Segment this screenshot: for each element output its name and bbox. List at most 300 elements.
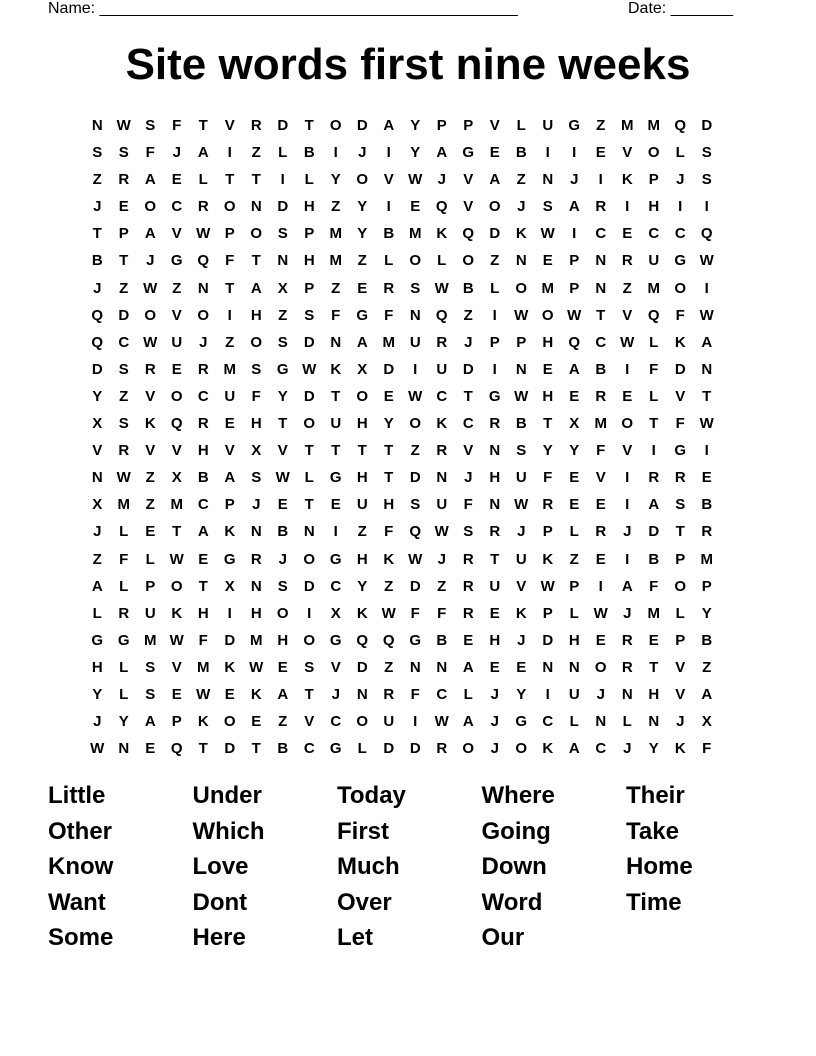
grid-cell: P	[516, 333, 527, 351]
grid-cell: Y	[357, 577, 368, 595]
grid-cell: I	[625, 496, 630, 514]
grid-cell: E	[224, 415, 235, 433]
grid-cell: B	[515, 144, 527, 162]
grid-cell: R	[436, 740, 448, 758]
grid-cell: D	[462, 360, 474, 378]
grid-cell: I	[678, 198, 683, 216]
grid-cell: P	[569, 279, 580, 297]
grid-cell: O	[223, 713, 236, 731]
grid-cell: H	[277, 631, 289, 649]
grid-cell: S	[542, 198, 553, 216]
grid-cell: I	[572, 225, 577, 243]
grid-cell: Y	[410, 117, 421, 134]
grid-cell: H	[197, 604, 209, 622]
grid-cell: S	[145, 117, 156, 134]
grid-cell: O	[488, 198, 501, 216]
grid-cell: V	[516, 577, 527, 595]
grid-cell: D	[356, 117, 368, 134]
grid-cell: S	[463, 523, 474, 541]
grid-cell: N	[277, 252, 289, 270]
grid-cell: D	[648, 523, 660, 541]
grid-cell: E	[171, 171, 182, 189]
grid-cell: C	[648, 225, 660, 243]
grid-cell: D	[224, 631, 236, 649]
grid-cell: B	[462, 279, 474, 297]
grid-cell: I	[545, 144, 550, 162]
grid-cell: Z	[702, 658, 712, 676]
grid-cell: D	[303, 333, 315, 351]
grid-cell: Z	[622, 279, 632, 297]
grid-cell: Z	[119, 279, 129, 297]
grid-cell: G	[515, 713, 528, 731]
grid-cell: S	[118, 144, 129, 162]
grid-cell: Z	[278, 713, 288, 731]
grid-cell: D	[303, 577, 315, 595]
grid-cell: V	[622, 144, 633, 162]
header	[48, 0, 748, 20]
grid-cell: I	[545, 685, 550, 703]
grid-cell: R	[542, 496, 554, 514]
grid-cell: X	[330, 604, 341, 622]
grid-cell: S	[145, 658, 156, 676]
grid-cell: Q	[700, 225, 713, 243]
grid-cell: T	[198, 577, 208, 595]
grid-cell: Z	[278, 306, 288, 324]
grid-cell: D	[91, 360, 103, 378]
word-bank-item: Know	[48, 853, 114, 880]
grid-cell: Q	[435, 306, 448, 324]
grid-cell: X	[224, 577, 235, 595]
grid-cell: V	[675, 387, 686, 405]
grid-cell: O	[356, 171, 369, 189]
grid-cell: C	[303, 740, 315, 758]
grid-cell: D	[674, 360, 686, 378]
grid-cell: R	[595, 198, 607, 216]
grid-cell: J	[464, 469, 473, 487]
grid-cell: I	[625, 550, 630, 568]
grid-cell: A	[568, 198, 580, 216]
grid-cell: P	[224, 496, 235, 514]
grid-cell: W	[434, 713, 449, 731]
grid-cell: T	[304, 496, 314, 514]
grid-cell: P	[304, 279, 315, 297]
grid-cell: E	[410, 198, 421, 216]
word-bank-item: Other	[48, 817, 113, 845]
grid-cell: W	[90, 740, 105, 758]
grid-cell: V	[171, 306, 182, 324]
grid-cell: W	[540, 577, 555, 595]
grid-cell: C	[330, 713, 342, 731]
grid-cell: D	[224, 740, 236, 758]
grid-cell: Q	[647, 306, 660, 324]
grid-cell: Z	[357, 252, 367, 270]
grid-cell: D	[118, 306, 130, 324]
grid-cell: P	[701, 577, 712, 595]
grid-cell: G	[276, 360, 289, 378]
grid-cell: Y	[516, 685, 527, 703]
grid-cell: T	[251, 252, 261, 270]
grid-cell: R	[462, 550, 474, 568]
grid-cell: H	[568, 631, 580, 649]
grid-cell: L	[569, 523, 579, 541]
grid-cell: T	[675, 523, 685, 541]
grid-cell: W	[408, 171, 423, 189]
grid-cell: V	[224, 442, 235, 460]
date-field-label[interactable]: Date: _______	[628, 0, 733, 17]
grid-cell: L	[675, 144, 685, 162]
grid-cell: E	[622, 387, 633, 405]
grid-cell: W	[540, 225, 555, 243]
grid-cell: O	[276, 604, 289, 622]
grid-cell: I	[333, 144, 338, 162]
grid-cell: V	[595, 469, 606, 487]
grid-cell: P	[569, 252, 580, 270]
grid-cell: A	[277, 685, 289, 703]
grid-cell: E	[595, 550, 606, 568]
grid-cell: I	[572, 144, 577, 162]
word-bank-item: Love	[192, 853, 249, 880]
grid-cell: X	[92, 415, 103, 433]
grid-cell: E	[277, 496, 288, 514]
grid-cell: L	[119, 658, 129, 676]
grid-cell: M	[144, 631, 157, 649]
grid-cell: D	[489, 225, 501, 243]
grid-cell: N	[250, 523, 262, 541]
grid-cell: V	[383, 171, 394, 189]
grid-cell: T	[331, 442, 341, 460]
grid-cell: J	[437, 550, 446, 568]
grid-cell: O	[541, 306, 554, 324]
grid-cell: E	[198, 550, 209, 568]
grid-cell: A	[197, 144, 209, 162]
grid-cell: H	[356, 550, 368, 568]
grid-cell: R	[250, 550, 262, 568]
grid-cell: T	[384, 469, 394, 487]
grid-cell: B	[197, 469, 209, 487]
grid-cell: A	[462, 713, 474, 731]
grid-cell: F	[172, 117, 182, 134]
grid-cell: W	[302, 360, 317, 378]
grid-cell: W	[434, 279, 449, 297]
grid-cell: Y	[542, 442, 553, 460]
grid-cell: K	[515, 604, 527, 622]
grid-cell: W	[514, 306, 529, 324]
word-bank-item: Take	[626, 817, 679, 845]
grid-cell: V	[304, 713, 315, 731]
grid-cell: C	[171, 198, 183, 216]
grid-cell: A	[144, 225, 156, 243]
grid-cell: N	[595, 252, 607, 270]
grid-cell: E	[569, 387, 580, 405]
grid-cell: A	[91, 577, 103, 595]
grid-cell: H	[303, 198, 315, 216]
grid-cell: B	[91, 252, 103, 270]
grid-cell: W	[620, 333, 635, 351]
grid-cell: I	[625, 198, 630, 216]
grid-cell: X	[171, 469, 182, 487]
grid-cell: M	[647, 604, 660, 622]
grid-cell: H	[91, 658, 103, 676]
grid-cell: L	[198, 171, 208, 189]
grid-cell: K	[542, 550, 554, 568]
grid-cell: G	[356, 306, 369, 324]
grid-cell: V	[675, 685, 686, 703]
grid-cell: Y	[118, 713, 129, 731]
grid-cell: K	[330, 360, 342, 378]
grid-cell: Z	[145, 469, 155, 487]
grid-cell: V	[92, 442, 103, 460]
grid-cell: L	[119, 523, 129, 541]
grid-cell: W	[196, 685, 211, 703]
grid-cell: R	[118, 442, 130, 460]
grid-cell: L	[304, 469, 314, 487]
grid-cell: E	[595, 631, 606, 649]
grid-cell: V	[145, 387, 156, 405]
grid-cell: K	[197, 713, 209, 731]
grid-cell: G	[170, 252, 183, 270]
grid-cell: T	[304, 117, 314, 134]
grid-cell: T	[596, 306, 606, 324]
grid-cell: R	[648, 469, 660, 487]
grid-cell: Z	[92, 550, 102, 568]
grid-cell: R	[383, 279, 395, 297]
grid-cell: I	[227, 306, 232, 324]
grid-cell: A	[489, 171, 501, 189]
grid-cell: J	[490, 713, 499, 731]
grid-cell: S	[410, 496, 421, 514]
grid-cell: A	[436, 144, 448, 162]
grid-cell: L	[490, 279, 500, 297]
grid-cell: O	[170, 577, 183, 595]
grid-cell: J	[93, 198, 102, 216]
grid-cell: O	[409, 252, 422, 270]
grid-cell: L	[357, 740, 367, 758]
grid-cell: P	[118, 225, 129, 243]
word-search-grid	[84, 112, 720, 762]
grid-cell: Y	[330, 171, 341, 189]
grid-cell: Z	[92, 171, 102, 189]
grid-cell: M	[117, 496, 130, 514]
grid-cell: T	[649, 658, 659, 676]
grid-cell: G	[329, 469, 342, 487]
grid-cell: E	[224, 685, 235, 703]
grid-cell: Y	[92, 387, 103, 405]
grid-cell: J	[172, 144, 181, 162]
grid-cell: W	[196, 225, 211, 243]
word-bank-item: Under	[192, 782, 262, 809]
grid-cell: A	[383, 117, 395, 134]
grid-cell: S	[251, 469, 262, 487]
grid-cell: O	[170, 387, 183, 405]
grid-cell: N	[568, 658, 580, 676]
grid-cell: K	[515, 225, 527, 243]
word-bank-item: Over	[337, 888, 392, 916]
grid-cell: J	[676, 171, 685, 189]
grid-cell: L	[516, 117, 526, 134]
grid-cell: G	[117, 631, 130, 649]
grid-cell: P	[542, 604, 553, 622]
grid-cell: M	[329, 225, 342, 243]
grid-cell: T	[198, 740, 208, 758]
grid-cell: H	[648, 685, 660, 703]
grid-cell: W	[381, 604, 396, 622]
grid-cell: I	[333, 523, 338, 541]
grid-cell: H	[542, 387, 554, 405]
word-bank	[48, 778, 771, 956]
grid-cell: N	[303, 523, 315, 541]
grid-cell: W	[408, 550, 423, 568]
grid-cell: V	[622, 442, 633, 460]
grid-cell: T	[198, 117, 208, 134]
grid-cell: J	[331, 685, 340, 703]
grid-cell: E	[516, 658, 527, 676]
grid-cell: S	[277, 577, 288, 595]
grid-cell: I	[625, 469, 630, 487]
grid-cell: T	[119, 252, 129, 270]
grid-cell: E	[542, 252, 553, 270]
grid-cell: J	[93, 713, 102, 731]
grid-cell: R	[436, 442, 448, 460]
grid-cell: Q	[435, 198, 448, 216]
grid-cell: R	[436, 333, 448, 351]
grid-cell: P	[542, 523, 553, 541]
grid-cell: M	[541, 279, 554, 297]
word-bank-item: Today	[337, 782, 406, 809]
grid-cell: N	[621, 685, 633, 703]
grid-cell: J	[358, 144, 367, 162]
grid-cell: V	[277, 442, 288, 460]
grid-cell: M	[223, 360, 236, 378]
grid-cell: R	[489, 523, 501, 541]
grid-cell: Z	[463, 306, 473, 324]
grid-cell: R	[462, 604, 474, 622]
grid-cell: U	[383, 713, 395, 731]
grid-cell: A	[250, 279, 262, 297]
grid-cell: X	[357, 360, 368, 378]
grid-cell: K	[621, 171, 633, 189]
grid-cell: E	[118, 198, 129, 216]
grid-cell: F	[596, 442, 606, 460]
grid-cell: Q	[170, 740, 183, 758]
name-field-label[interactable]: Name: _______________________________________________	[48, 0, 518, 17]
grid-cell: P	[675, 631, 686, 649]
grid-cell: P	[436, 117, 447, 134]
grid-cell: G	[568, 117, 581, 134]
grid-cell: C	[330, 577, 342, 595]
grid-cell: F	[119, 550, 129, 568]
grid-cell: Z	[490, 252, 500, 270]
grid-cell: D	[277, 117, 289, 134]
grid-cell: U	[515, 469, 527, 487]
grid-cell: V	[463, 198, 474, 216]
grid-cell: F	[437, 604, 447, 622]
grid-cell: X	[701, 713, 712, 731]
grid-cell: S	[251, 360, 262, 378]
grid-cell: A	[356, 333, 368, 351]
grid-cell: G	[91, 631, 104, 649]
grid-cell: I	[492, 306, 497, 324]
grid-cell: W	[593, 604, 608, 622]
grid-cell: L	[145, 550, 155, 568]
grid-cell: J	[623, 604, 632, 622]
grid-cell: W	[249, 658, 264, 676]
grid-cell: F	[384, 523, 394, 541]
word-bank-item: Down	[481, 853, 547, 880]
grid-cell: B	[515, 415, 527, 433]
grid-cell: J	[623, 523, 632, 541]
grid-cell: Z	[225, 333, 235, 351]
grid-cell: E	[489, 604, 500, 622]
grid-cell: W	[275, 469, 290, 487]
grid-cell: O	[621, 415, 634, 433]
grid-cell: U	[648, 252, 660, 270]
grid-cell: K	[436, 415, 448, 433]
grid-cell: T	[304, 442, 314, 460]
grid-cell: T	[357, 442, 367, 460]
grid-cell: J	[676, 713, 685, 731]
grid-cell: R	[250, 117, 262, 134]
grid-cell: M	[700, 550, 713, 568]
grid-cell: V	[463, 442, 474, 460]
grid-cell: R	[621, 658, 633, 676]
grid-cell: H	[648, 198, 660, 216]
grid-cell: P	[304, 225, 315, 243]
grid-cell: Q	[409, 523, 422, 541]
grid-cell: V	[171, 442, 182, 460]
grid-cell: H	[250, 604, 262, 622]
grid-cell: A	[701, 333, 713, 351]
grid-cell: E	[595, 144, 606, 162]
grid-cell: A	[462, 658, 474, 676]
grid-cell: S	[145, 685, 156, 703]
grid-cell: N	[489, 496, 501, 514]
grid-cell: W	[434, 523, 449, 541]
grid-cell: P	[489, 333, 500, 351]
grid-cell: L	[463, 685, 473, 703]
grid-cell: T	[92, 225, 102, 243]
grid-cell: S	[410, 279, 421, 297]
grid-cell: S	[118, 360, 129, 378]
grid-cell: J	[146, 252, 155, 270]
grid-cell: S	[92, 144, 103, 162]
grid-cell: S	[118, 415, 129, 433]
grid-cell: T	[251, 740, 261, 758]
grid-cell: A	[144, 171, 156, 189]
grid-cell: R	[144, 360, 156, 378]
grid-cell: T	[702, 387, 712, 405]
grid-cell: V	[489, 117, 500, 134]
grid-cell: P	[224, 225, 235, 243]
grid-cell: M	[170, 496, 183, 514]
grid-cell: G	[674, 442, 687, 460]
grid-cell: B	[383, 225, 395, 243]
grid-cell: D	[383, 740, 395, 758]
grid-cell: X	[92, 496, 103, 514]
grid-cell: B	[701, 496, 713, 514]
grid-cell: U	[542, 117, 554, 134]
grid-cell: K	[383, 550, 395, 568]
grid-cell: L	[384, 252, 394, 270]
grid-cell: I	[598, 171, 603, 189]
grid-cell: J	[570, 171, 579, 189]
grid-cell: W	[699, 252, 714, 270]
grid-cell: F	[543, 469, 553, 487]
grid-cell: K	[542, 740, 554, 758]
grid-cell: Q	[197, 252, 210, 270]
grid-cell: V	[622, 306, 633, 324]
grid-cell: Q	[674, 117, 687, 134]
grid-cell: S	[675, 496, 686, 514]
